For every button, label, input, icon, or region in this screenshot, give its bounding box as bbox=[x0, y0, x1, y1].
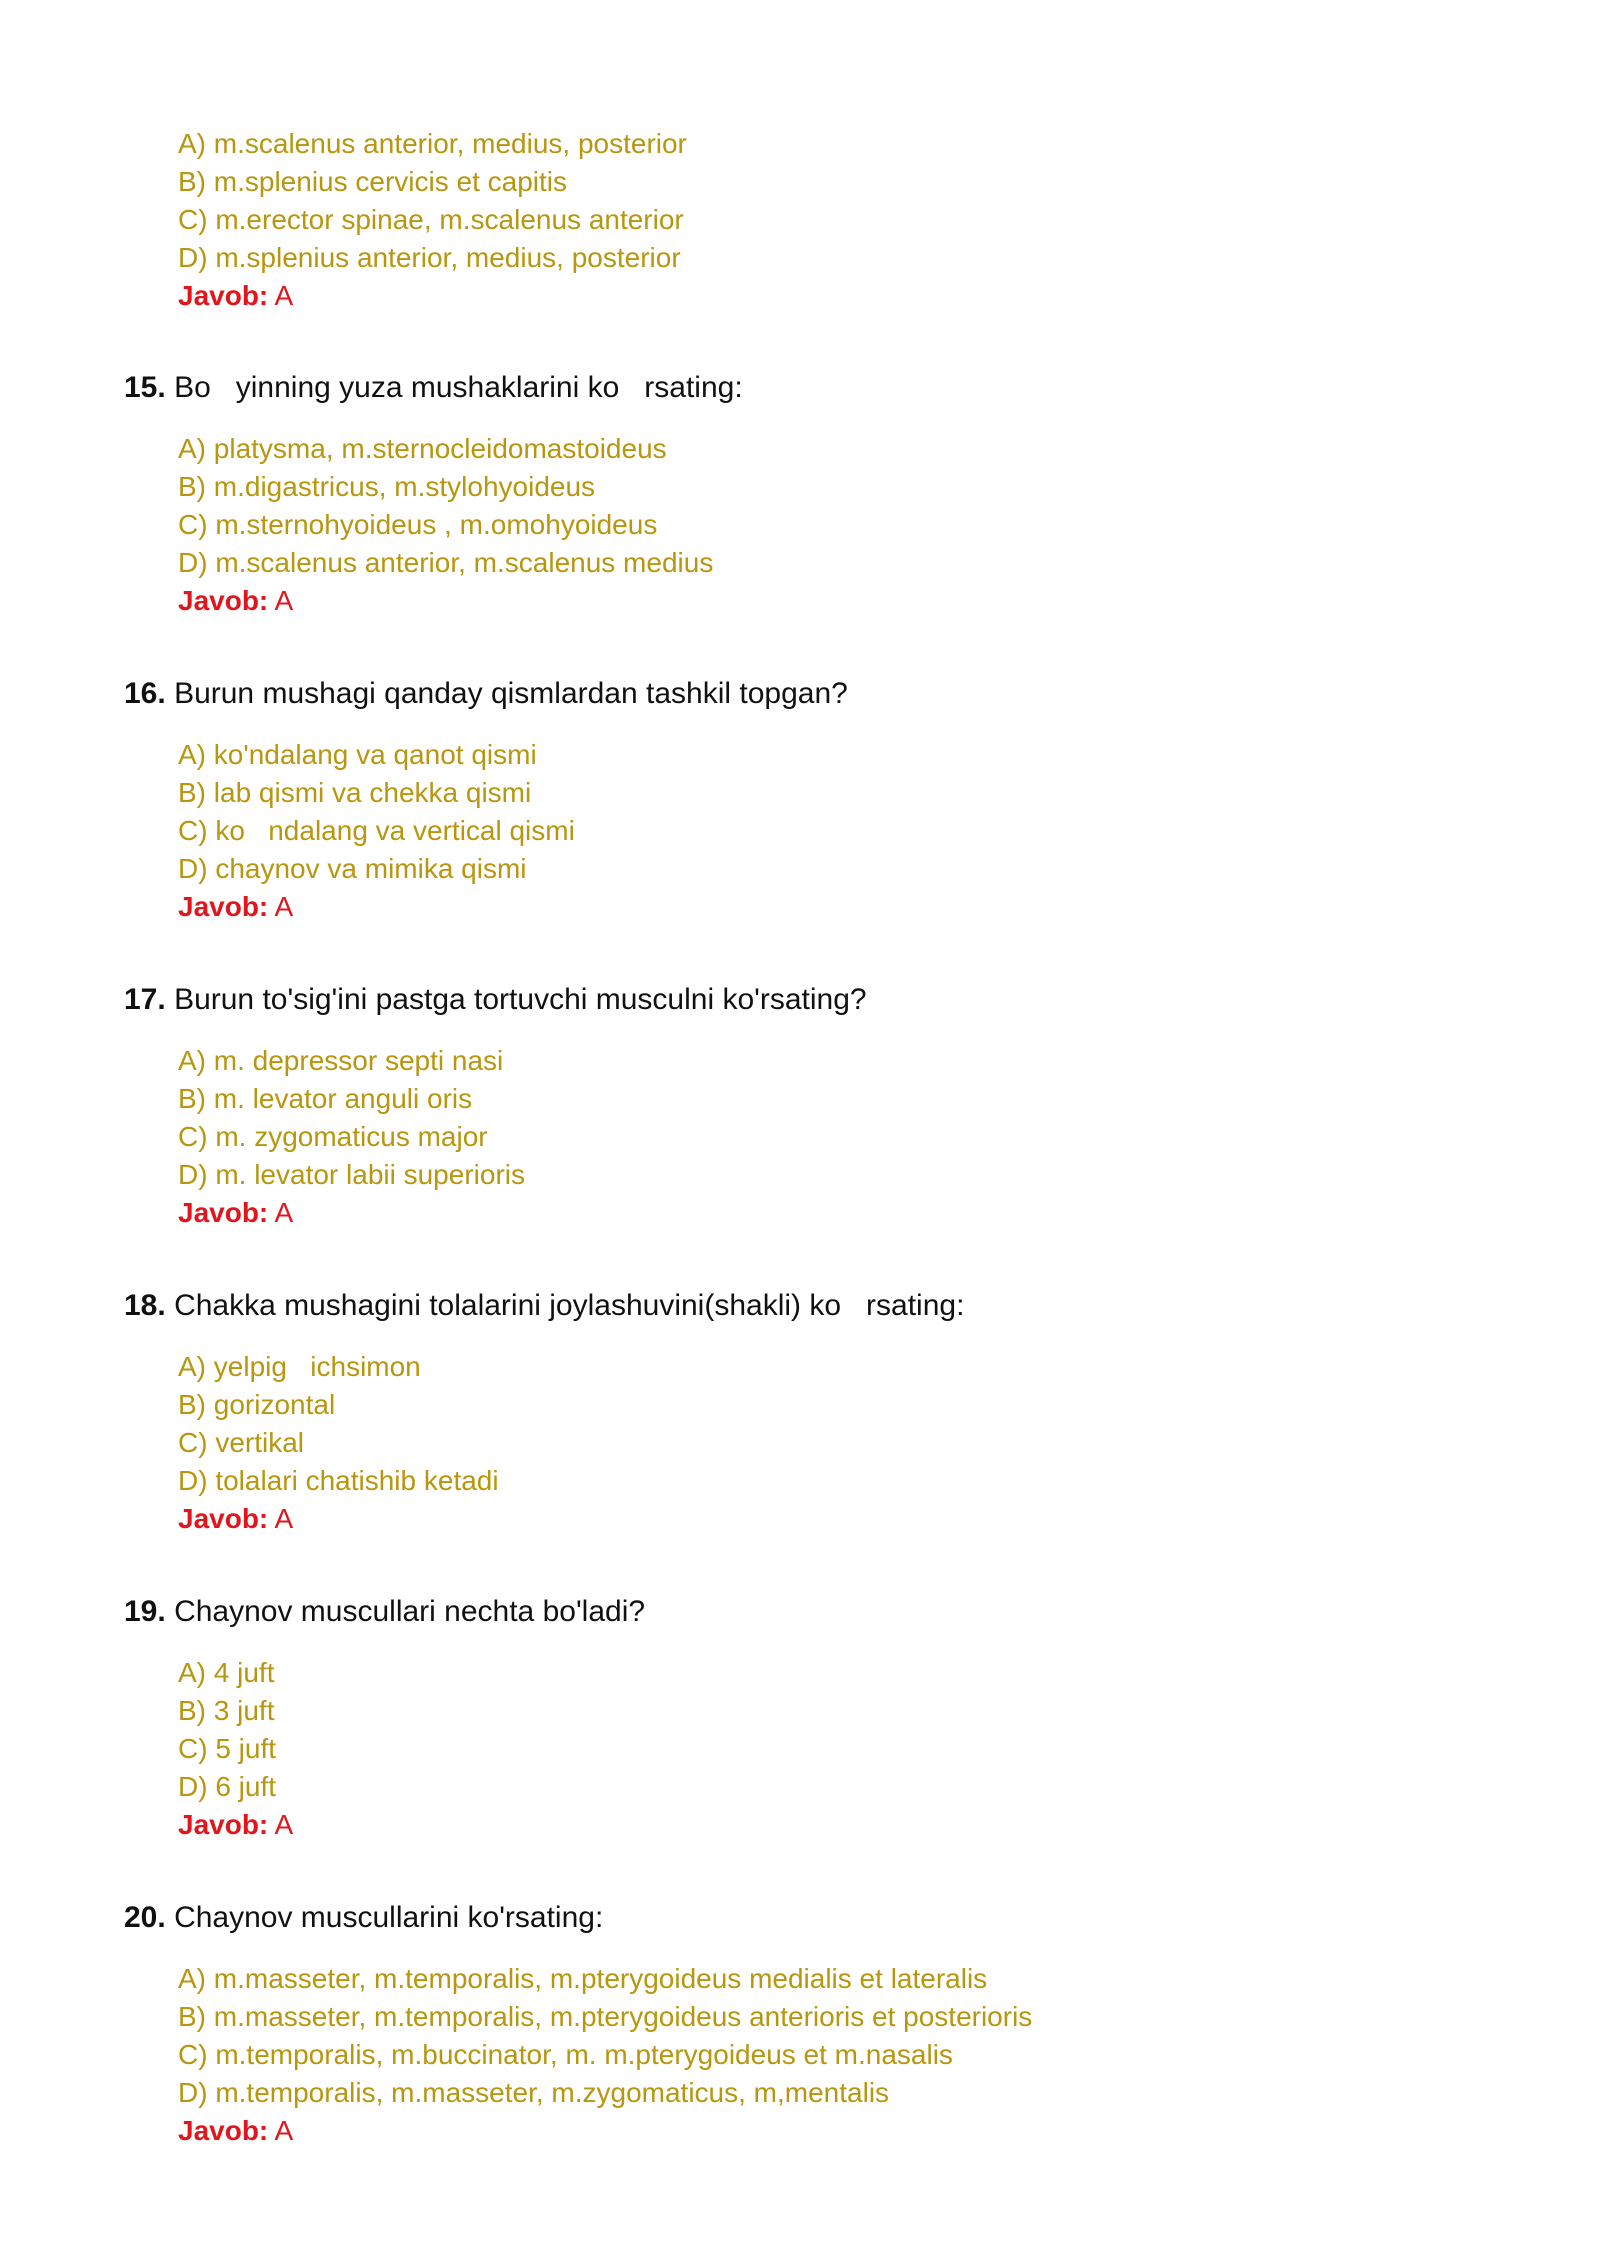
question-number: 19. bbox=[124, 1595, 166, 1628]
option-c: C) m. zygomaticus major bbox=[178, 1121, 488, 1152]
answer-line bbox=[178, 1194, 525, 1232]
question-text bbox=[124, 369, 743, 407]
option-c: C) ko ndalang va vertical qismi bbox=[178, 815, 575, 846]
option-a: A) m.scalenus anterior, medius, posterior bbox=[178, 128, 687, 159]
answer-line bbox=[178, 582, 713, 620]
answer-value: A bbox=[274, 1197, 294, 1228]
option-a: A) ko'ndalang va qanot qismi bbox=[178, 739, 537, 770]
option-list bbox=[178, 430, 713, 620]
option-a: A) yelpig ichsimon bbox=[178, 1351, 421, 1382]
answer-label: Javob: bbox=[178, 1809, 269, 1840]
answer-value: A bbox=[274, 280, 294, 311]
question-prompt: Chaynov muscullarini ko'rsating: bbox=[174, 1901, 604, 1934]
answer-line bbox=[178, 277, 687, 315]
question-text bbox=[124, 1899, 603, 1937]
option-b: B) m.digastricus, m.stylohyoideus bbox=[178, 471, 596, 502]
answer-value: A bbox=[274, 891, 294, 922]
option-c: C) m.temporalis, m.buccinator, m. m.pterygoideus et m.nasalis bbox=[178, 2039, 953, 2070]
option-a: A) 4 juft bbox=[178, 1657, 275, 1688]
answer-label: Javob: bbox=[178, 1197, 269, 1228]
option-list bbox=[178, 1960, 1032, 2150]
answer-line bbox=[178, 888, 575, 926]
option-a: A) m.masseter, m.temporalis, m.pterygoideus medialis et lateralis bbox=[178, 1963, 988, 1994]
option-d: D) 6 juft bbox=[178, 1771, 277, 1802]
option-c: C) m.erector spinae, m.scalenus anterior bbox=[178, 204, 684, 235]
question-number: 20. bbox=[124, 1901, 166, 1934]
answer-label: Javob: bbox=[178, 2115, 269, 2146]
answer-label: Javob: bbox=[178, 585, 269, 616]
question-prompt: Burun mushagi qanday qismlardan tashkil topgan? bbox=[174, 677, 848, 710]
option-list bbox=[178, 1348, 499, 1538]
question-prompt: Chakka mushagini tolalarini joylashuvini(shakli) ko rsating: bbox=[174, 1289, 965, 1322]
answer-line bbox=[178, 2112, 1032, 2150]
option-d: D) m.splenius anterior, medius, posterior bbox=[178, 242, 681, 273]
option-d: D) m.temporalis, m.masseter, m.zygomaticus, m,mentalis bbox=[178, 2077, 890, 2108]
answer-line bbox=[178, 1806, 293, 1844]
question-prompt: Chaynov muscullari nechta bo'ladi? bbox=[174, 1595, 646, 1628]
option-d: D) m. levator labii superioris bbox=[178, 1159, 525, 1190]
question-number: 16. bbox=[124, 677, 166, 710]
option-d: D) tolalari chatishib ketadi bbox=[178, 1465, 499, 1496]
option-a: A) platysma, m.sternocleidomastoideus bbox=[178, 433, 667, 464]
answer-value: A bbox=[274, 1503, 294, 1534]
option-b: B) lab qismi va chekka qismi bbox=[178, 777, 532, 808]
question-text bbox=[124, 675, 848, 713]
option-list bbox=[178, 1654, 293, 1844]
answer-value: A bbox=[274, 1809, 294, 1840]
option-d: D) chaynov va mimika qismi bbox=[178, 853, 527, 884]
question-number: 15. bbox=[124, 371, 166, 404]
question-prompt: Bo yinning yuza mushaklarini ko rsating: bbox=[174, 371, 743, 404]
question-text bbox=[124, 1593, 645, 1631]
option-b: B) m. levator anguli oris bbox=[178, 1083, 473, 1114]
option-c: C) m.sternohyoideus , m.omohyoideus bbox=[178, 509, 658, 540]
option-list bbox=[178, 1042, 525, 1232]
answer-label: Javob: bbox=[178, 1503, 269, 1534]
option-b: B) m.masseter, m.temporalis, m.pterygoideus anterioris et posterioris bbox=[178, 2001, 1033, 2032]
answer-value: A bbox=[274, 2115, 294, 2146]
option-list bbox=[178, 125, 687, 315]
answer-label: Javob: bbox=[178, 891, 269, 922]
question-number: 17. bbox=[124, 983, 166, 1016]
option-c: C) 5 juft bbox=[178, 1733, 277, 1764]
answer-value: A bbox=[274, 585, 294, 616]
option-list bbox=[178, 736, 575, 926]
question-prompt: Burun to'sig'ini pastga tortuvchi musculni ko'rsating? bbox=[174, 983, 867, 1016]
question-text bbox=[124, 981, 867, 1019]
option-c: C) vertikal bbox=[178, 1427, 305, 1458]
option-a: A) m. depressor septi nasi bbox=[178, 1045, 504, 1076]
question-number: 18. bbox=[124, 1289, 166, 1322]
option-b: B) gorizontal bbox=[178, 1389, 336, 1420]
option-b: B) m.splenius cervicis et capitis bbox=[178, 166, 568, 197]
option-d: D) m.scalenus anterior, m.scalenus medius bbox=[178, 547, 714, 578]
question-text bbox=[124, 1287, 964, 1325]
answer-label: Javob: bbox=[178, 280, 269, 311]
option-b: B) 3 juft bbox=[178, 1695, 275, 1726]
answer-line bbox=[178, 1500, 499, 1538]
